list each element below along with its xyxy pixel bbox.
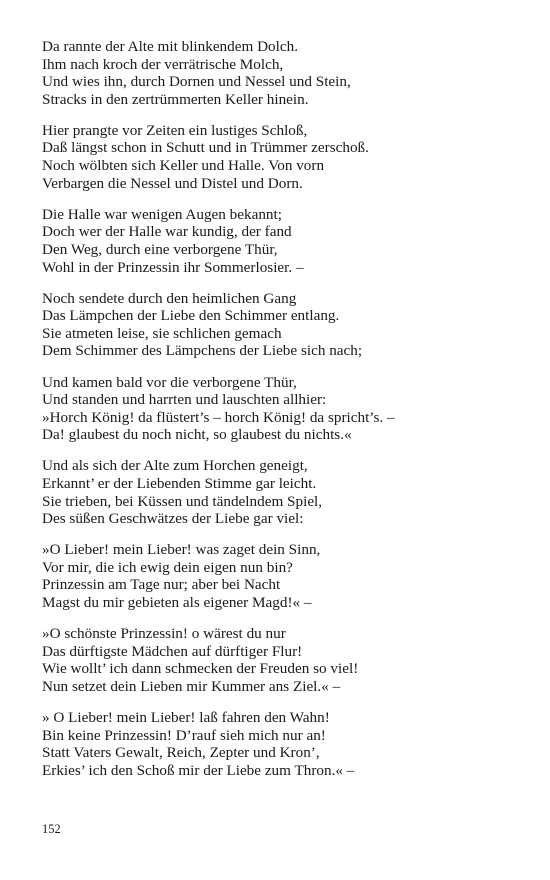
poem-line: Die Halle war wenigen Augen bekannt; [42,205,282,223]
stanza-6 [42,457,512,527]
poem-line: Nun setzet dein Lieben mir Kummer ans Ziel.« – [42,677,341,695]
stanza-1 [42,38,512,108]
poem-line: Prinzessin am Tage nur; aber bei Nacht [42,576,281,594]
poem-line: Ihm nach kroch der verrätrische Molch, [42,55,284,73]
poem-line: Sie atmeten leise, sie schlichen gemach [42,324,282,342]
poem-line: Da rannte der Alte mit blinkendem Dolch. [42,38,299,55]
poem-line: Stracks in den zertrümmerten Keller hinein. [42,90,309,108]
poem-line: Magst du mir gebieten als eigener Magd!« – [42,594,312,612]
stanza-9 [42,709,512,779]
poem-line: Bin keine Prinzessin! D’rauf sieh mich nur an! [42,726,326,744]
poem-line: Des süßen Geschwätzes der Liebe gar viel: [42,510,304,528]
stanza-8 [42,625,512,695]
poem-line: Wie wollt’ ich dann schmecken der Freuden so viel! [42,660,359,678]
poem-line: »Horch König! da flüstert’s – horch König! da spricht’s. – [42,408,395,426]
poem-line: Den Weg, durch eine verborgene Thür, [42,240,278,258]
poem-line: Doch wer der Halle war kundig, der fand [42,223,292,241]
poem-line: »O Lieber! mein Lieber! was zaget dein Sinn, [42,541,321,559]
poem-line: Und als sich der Alte zum Horchen geneigt, [42,457,308,475]
stanza-4 [42,290,512,360]
stanza-2 [42,122,512,192]
poem-line: Da! glaubest du noch nicht, so glaubest du nichts.« [42,426,352,444]
poem-line: Hier prangte vor Zeiten ein lustiges Schloß, [42,121,308,139]
poem-line: Erkies’ ich den Schoß mir der Liebe zum Thron.« – [42,761,355,779]
page-number: 152 [42,822,61,836]
poem-line: Sie trieben, bei Küssen und tändelndem Spiel, [42,492,323,510]
poem-line: »O schönste Prinzessin! o wärest du nur [42,625,286,643]
poem-line: Daß längst schon in Schutt und in Trümmer zerschoß. [42,139,369,157]
poem-line: Statt Vaters Gewalt, Reich, Zepter und Kron’, [42,744,320,762]
poem-line: Und standen und harrten und lauschten allhier: [42,391,327,409]
poem-line: Und kamen bald vor die verborgene Thür, [42,373,297,391]
poem-line: Das dürftigste Mädchen auf dürftiger Flur! [42,642,303,660]
poem-line: Vor mir, die ich ewig dein eigen nun bin? [42,558,293,576]
poem-line: Verbargen die Nessel und Distel und Dorn. [42,174,303,192]
poem-line: » O Lieber! mein Lieber! laß fahren den Wahn! [42,709,330,726]
stanza-3 [42,206,512,276]
poem-line: Noch sendete durch den heimlichen Gang [42,289,297,307]
stanza-7 [42,541,512,611]
poem-line: Wohl in der Prinzessin ihr Sommerlosier. – [42,258,304,276]
stanza-5 [42,374,512,444]
poem-line: Dem Schimmer des Lämpchens der Liebe sich nach; [42,342,363,360]
poem-line: Erkannt’ er der Liebenden Stimme gar leicht. [42,474,317,492]
poem-line: Noch wölbten sich Keller und Halle. Von vorn [42,157,325,175]
poem-text [42,38,512,793]
poem-line: Und wies ihn, durch Dornen und Nessel und Stein, [42,73,351,91]
poem-line: Das Lämpchen der Liebe den Schimmer entlang. [42,307,340,325]
